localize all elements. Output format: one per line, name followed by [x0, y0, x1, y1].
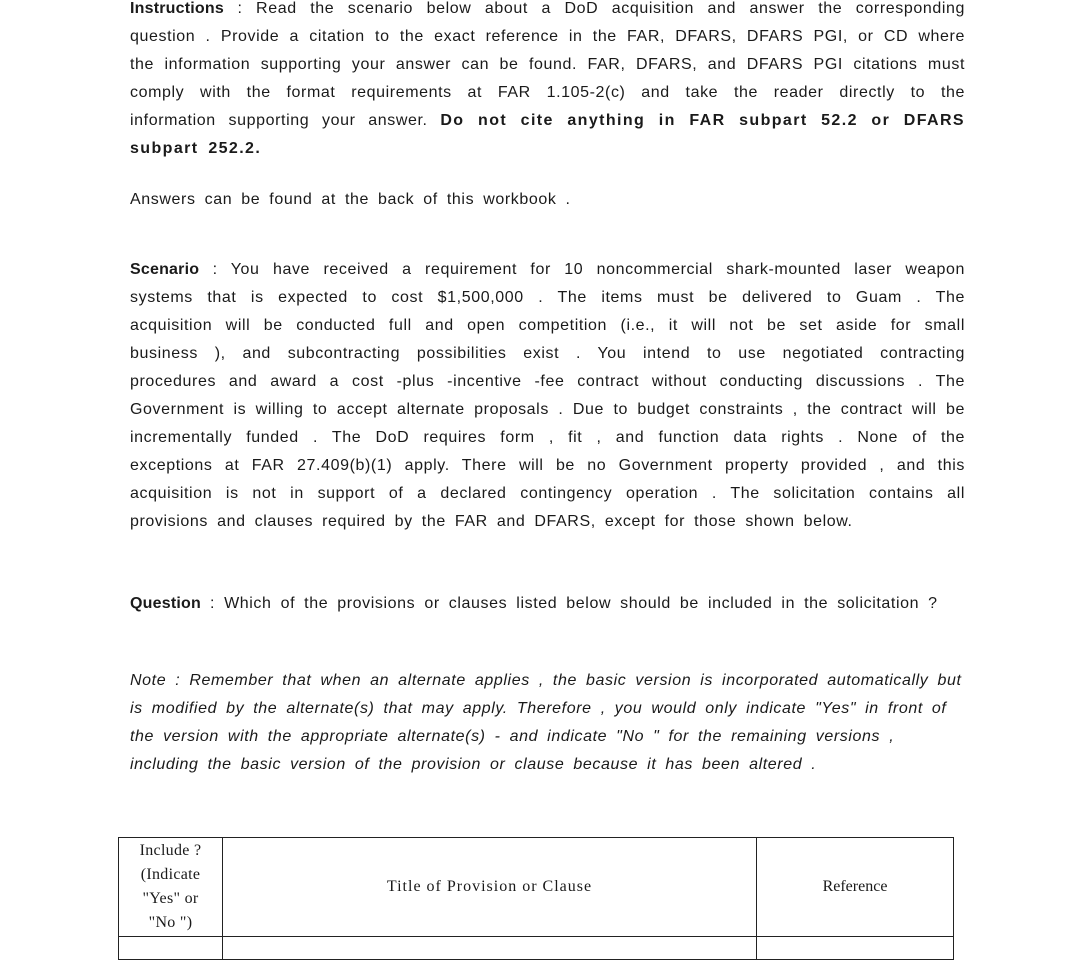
- table-row: [119, 937, 954, 960]
- note-paragraph: Note : Remember that when an alternate applies , the basic version is incorporated automatically but is modified by the alternate(s) that may apply. Therefore , you would only indicate "Yes" in front of the version with the appropriate alternate(s) - and indicate "No " for the remaining versions , including the basic version of the provision or clause because it has been altered .: [130, 672, 962, 773]
- provisions-table: [118, 837, 954, 960]
- reference-cell[interactable]: [757, 937, 954, 960]
- instructions-bold-warning: Do not cite anything in FAR subpart 52.2 or DFARS subpart 252.2.: [130, 112, 965, 157]
- title-cell: [223, 937, 757, 960]
- include-header-line: Include ?: [139, 842, 202, 859]
- answers-note: Answers can be found at the back of this workbook .: [130, 191, 571, 208]
- scenario-paragraph: [130, 256, 965, 536]
- instructions-label: Instructions: [130, 0, 224, 17]
- include-column-header: [119, 838, 223, 937]
- scenario-text: : You have received a requirement for 10 noncommercial shark-mounted laser weapon systems that is expected to cost $1,500,000 . The items must be delivered to Guam . The acquisition will be conducted full and open competition (i.e., it will not be set aside for small business ), and subcontracting possibilities exist . You intend to use negotiated contracting procedures and award a cost -plus -incentive -fee contract without conducting discussions . The Government is willing to accept alternate proposals . Due to budget constraints , the contract will be incrementally funded . The DoD requires form , fit , and function data rights . None of the exceptions at FAR 27.409(b)(1) apply. There will be no Government property provided , and this acquisition is not in support of a declared contingency operation . The solicitation contains all provisions and clauses required by the FAR and DFARS, except for those shown below.: [130, 261, 965, 530]
- include-header-line: "Yes" or: [142, 890, 199, 907]
- include-header-line: (Indicate: [140, 866, 201, 883]
- include-cell[interactable]: [119, 937, 223, 960]
- question-label: Question: [130, 595, 201, 612]
- provisions-table-wrapper: [118, 837, 954, 957]
- title-column-header: Title of Provision or Clause: [223, 838, 757, 937]
- instructions-text: : Read the scenario below about a DoD acquisition and answer the corresponding question . Provide a citation to the exact reference in the FAR, DFARS, DFARS PGI, or CD where the information supporting your answer can be found. FAR, DFARS, and DFARS PGI citations must comply with the format requirements at FAR 1.105-2(c) and take the reader directly to the information supporting your answer.: [130, 0, 965, 129]
- question-text: : Which of the provisions or clauses listed below should be included in the solicitation ?: [200, 595, 938, 612]
- include-header-line: "No "): [148, 914, 193, 931]
- instructions-paragraph: [130, 0, 965, 163]
- table-header-row: [119, 838, 954, 937]
- reference-column-header: Reference: [757, 838, 954, 937]
- scenario-label: Scenario: [130, 261, 200, 278]
- question-paragraph: [130, 590, 965, 618]
